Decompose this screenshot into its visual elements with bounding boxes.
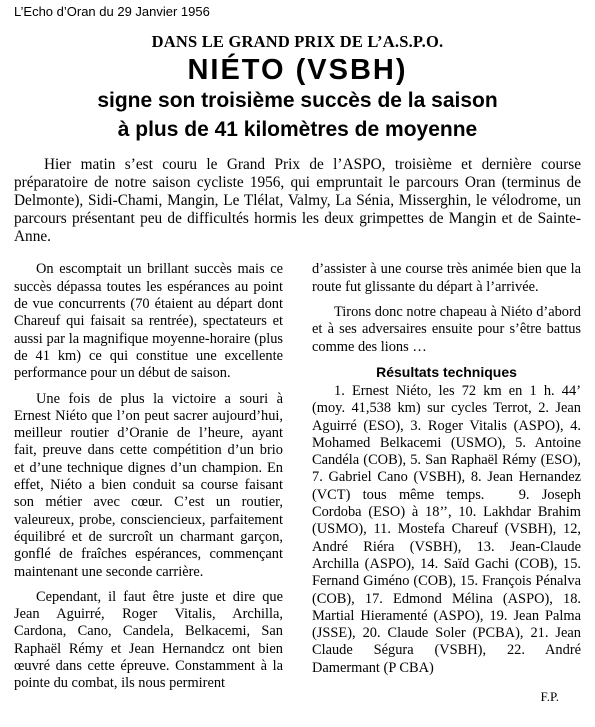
results-part-2: 9. Joseph Cordoba (ESO) à 18’’, 10. Lakhdar Brahim (USMO), 11. Mostefa Chareuf (VSBH), 12, André Riéra (VSBH), 13. Jean-Claude Archilla (ASPO), 14. Saïd Gachi (COB), 15. Fernand Giméno (COB), 15. François Pénalva (COB), 17. Edmond Mélina (ASPO), 18. Martial Hieramenté (ASPO), 19. Jean Palma (JSSE), 20. Claude Soler (PCBA), 21. Jean Claude Ségura (VSBH), 22. André Damermant (P CBA) [312, 486, 581, 676]
left-paragraph-2: Une fois de plus la victoire a souri à Ernest Niéto que l’on peut sacrer aujourd’hui, meilleur routier d’Oranie de l’heure, ayant fait, preuve dans cette compétition d’un brio et d’une technique dignes d’un champion. En effet, Niéto a bien conduit sa course faisant son métier avec cœur. C’est un routier, valeureux, probe, consciencieux, parfaitement équilibré et de surcroît un charmant garçon, gonflé de fraîches espérances, commençant maintenant une seconde carrière. [14, 390, 283, 580]
results-title: Résultats techniques [376, 363, 517, 380]
right-column [312, 261, 581, 705]
headline: NIÉTO (VSBH) [187, 54, 408, 86]
article-columns [14, 261, 581, 705]
results-part-1: 1. Ernest Niéto, les 72 km en 1 h. 44’ (moy. 41,538 km) sur cycles Terrot, 2. Jean Aguirré (ESO), 3. Roger Vitalis (ASPO), 4. Mohamed Belkacemi (USMO), 5. Antoine Candéla (COB), 5. San Raphaël Rémy (ESO), 7. Gabriel Cano (VSBH), 8. Jean Hernandez (VCT) tous même temps. [312, 382, 581, 503]
signature: F.P. [540, 689, 559, 704]
deck-line-1: signe son troisième succès de la saison [97, 89, 498, 112]
source-line: L’Echo d’Oran du 29 Janvier 1956 [14, 4, 210, 19]
deck-line-2: à plus de 41 kilomètres de moyenne [117, 118, 478, 141]
left-paragraph-3: Cependant, il faut être juste et dire que Jean Aguirré, Roger Vitalis, Archilla, Cardona, Cano, Candela, Belkacemi, San Raphaël Rémy et Jean Hernandcz ont bien œuvré dans cette épreuve. Constamment à la pointe du combat, ils nous permirent [14, 588, 283, 692]
left-column [14, 261, 283, 705]
right-paragraph-2: Tirons donc notre chapeau à Niéto d’abord et à ses adversaires ensuite pour s’être battus comme des lions … [312, 304, 581, 355]
lead-paragraph: Hier matin s’est couru le Grand Prix de l’ASPO, troisième et dernière course préparatoire de notre saison cycliste 1956, qui empruntait le parcours Oran (terminus de Delmonte), Sidi-Chami, Mangin, Le Tlélat, Valmy, La Sénia, Misserghin, le vélodrome, un parcours présentant peu de difficultés hormis les deux grimpettes de Mangin et de Sainte-Anne. [14, 156, 581, 246]
kicker: DANS LE GRAND PRIX DE L’A.S.P.O. [151, 32, 444, 51]
left-paragraph-1: On escomptait un brillant succès mais ce succès dépassa toutes les espérances au point de vue concurrents (70 étaient au départ dont Chareuf qui faisait sa rentrée), spectateurs et aussi par la magnifique moyenne-horaire (plus de 41 km) ce qui constitue une excellente performance pour un début de saison. [14, 261, 283, 382]
right-paragraph-1: d’assister à une course très animée bien que la route fut glissante du départ à l’arrivée. [312, 261, 581, 295]
results-list [312, 383, 581, 677]
